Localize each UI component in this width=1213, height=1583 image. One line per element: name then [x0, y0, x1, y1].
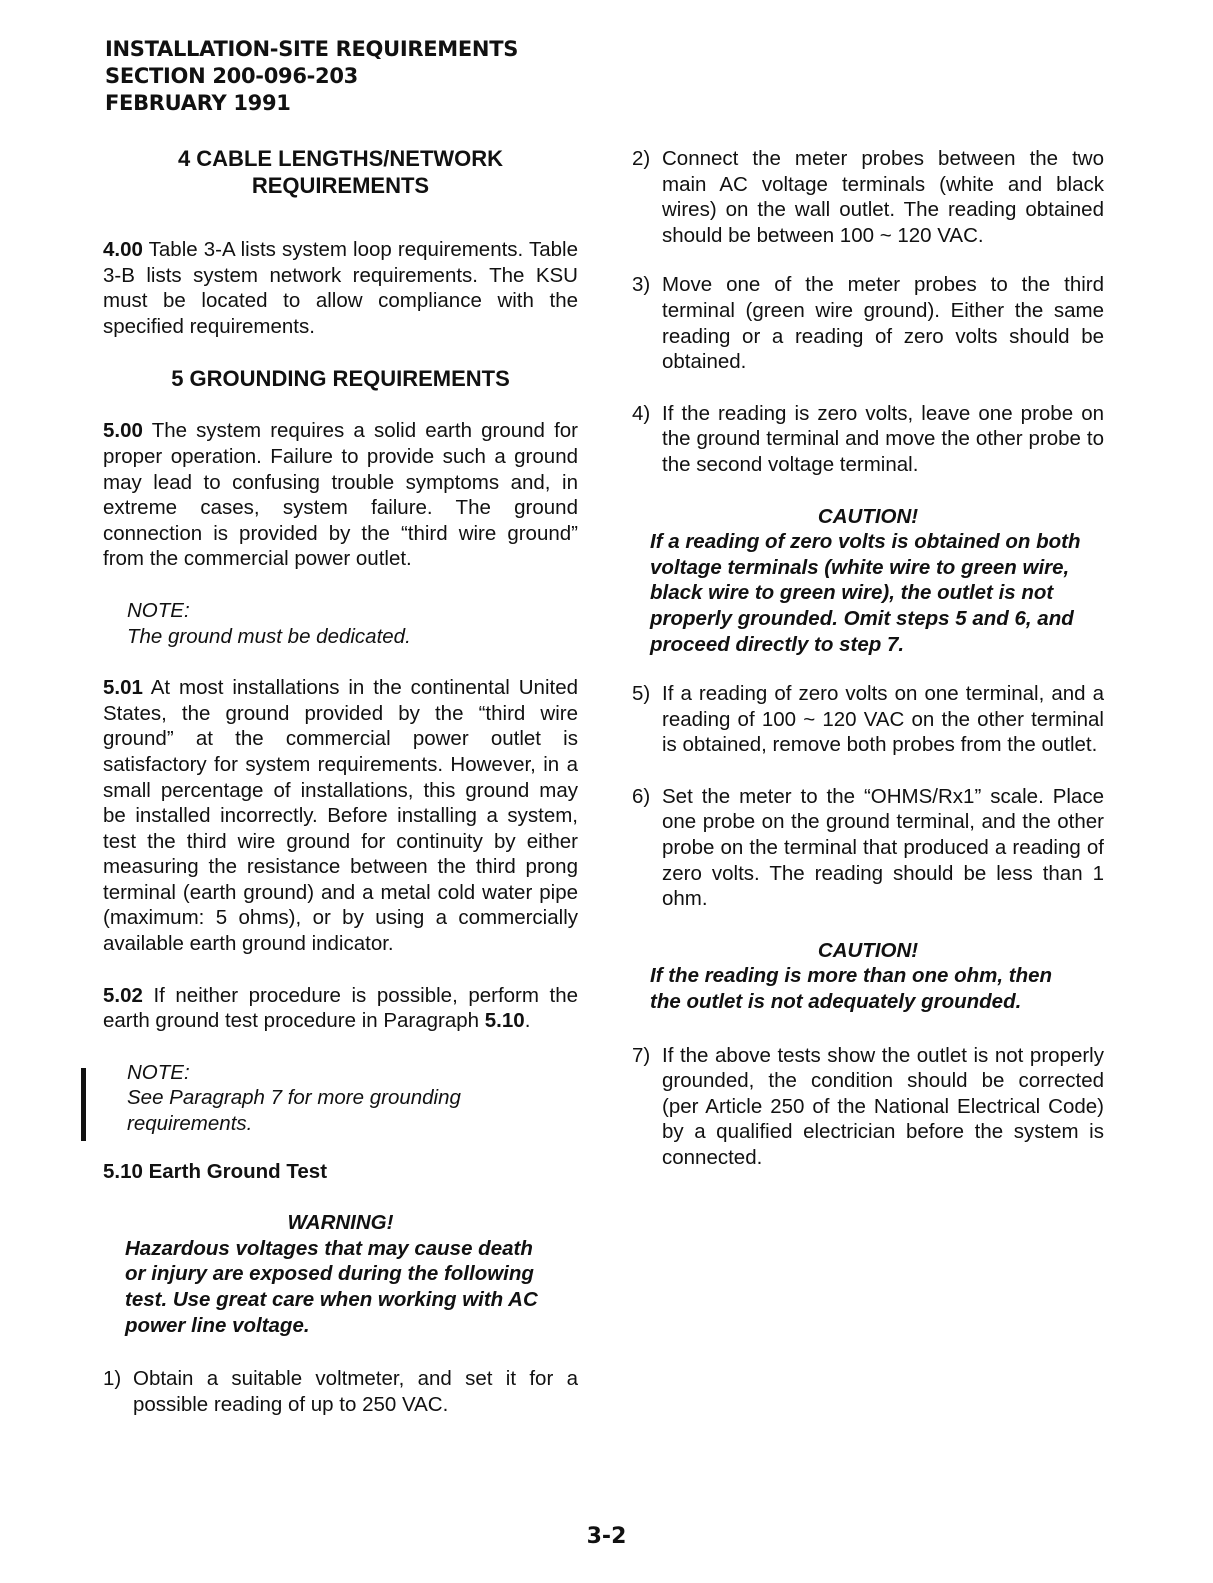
paragraph-text: If neither procedure is possible, perform the earth ground test procedure in Paragraph — [103, 983, 578, 1033]
paragraph-text: Table 3-A lists system loop requirements. Table 3-B lists system network requirements. The KSU must be located to allow compliance with the specified requirements. — [103, 238, 578, 338]
warning-title: WARNING! — [287, 1211, 394, 1235]
step-text: Set the meter to the “OHMS/Rx1” scale. Place one probe on the ground terminal, and the other probe on the terminal that produced a reading of zero volts. The reading should be less than 1 ohm. — [662, 784, 1104, 911]
step-7 — [632, 1043, 1104, 1171]
header-section: SECTION 200-096-203 — [105, 64, 358, 88]
caution-title-1: CAUTION! — [817, 504, 919, 528]
caution-title-2: CAUTION! — [817, 938, 919, 962]
warning-text: Hazardous voltages that may cause death or injury are exposed during the following test. Use great care when working with AC power line voltage. — [125, 1236, 538, 1337]
step-number: 5) — [632, 682, 651, 706]
subsection-5-10-title: 5.10 Earth Ground Test — [103, 1159, 328, 1183]
note-text: See Paragraph 7 for more grounding requirements. — [127, 1086, 461, 1136]
paragraph-reference: 5.10 — [484, 1009, 525, 1033]
header-date: FEBRUARY 1991 — [105, 91, 291, 115]
step-6 — [632, 784, 1104, 912]
note-text: The ground must be dedicated. — [127, 624, 411, 648]
caution-text-1: If a reading of zero volts is obtained on both voltage terminals (white wire to green wire, black wire to green wire), the outlet is not properly grounded. Omit steps 5 and 6, and proceed directly to step 7. — [650, 530, 1081, 656]
step-number: 7) — [632, 1043, 651, 1067]
paragraph-number: 4.00 — [103, 238, 143, 261]
step-text: If a reading of zero volts on one terminal, and a reading of 100 ~ 120 VAC on the other terminal is obtained, remove both probes from the outlet. — [662, 682, 1104, 757]
step-2 — [632, 146, 1104, 248]
header-title: INSTALLATION-SITE REQUIREMENTS — [105, 37, 519, 61]
caution-text-2: If the reading is more than one ohm, then the outlet is not adequately grounded. — [650, 964, 1053, 1014]
right-column — [632, 140, 1104, 1171]
note-ground-dedicated — [103, 598, 578, 649]
section-4-title-line2: REQUIREMENTS — [251, 173, 430, 198]
section-4-title — [103, 145, 578, 199]
section-5-title: 5 GROUNDING REQUIREMENTS — [171, 366, 510, 392]
step-text: Move one of the meter probes to the third terminal (green wire ground). Either the same reading or a reading of zero volts should be obtained. — [662, 273, 1104, 374]
paragraph-5-02: 5.02 If neither procedure is possible, perform the earth ground test procedure in Paragraph 5.10. — [103, 983, 578, 1033]
step-text: Obtain a suitable voltmeter, and set it for a possible reading of up to 250 VAC. — [133, 1367, 578, 1416]
paragraph-number: 5.00 — [103, 419, 143, 443]
paragraph-text: At most installations in the continental United States, the ground provided by the “third wire ground” at the commercial power outlet is satisfactory for system requirements. However, in a small percentage of installations, this ground may be installed incorrectly. Before installing a system, test the third wire ground for continuity by either measuring the resistance between the third prong terminal (earth ground) and a metal cold water pipe (maximum: 5 ohms), or by using a commercially available earth ground indicator. — [103, 676, 578, 956]
step-number: 1) — [103, 1367, 122, 1391]
step-text: If the above tests show the outlet is not properly grounded, the condition should be corrected (per Article 250 of the National Electrical Code) by a qualified electrician before the system is connected. — [662, 1043, 1104, 1169]
page-number: 3-2 — [586, 1524, 627, 1549]
note-see-paragraph-7 — [103, 1060, 578, 1137]
paragraph-4-00 — [103, 237, 578, 339]
step-number: 3) — [632, 273, 651, 297]
step-number: 2) — [632, 147, 651, 170]
change-bar — [81, 1068, 86, 1141]
paragraph-number: 5.02 — [103, 983, 143, 1007]
step-number: 6) — [632, 784, 651, 808]
section-4-title-line1: 4 CABLE LENGTHS/NETWORK — [177, 146, 504, 171]
step-text: If the reading is zero volts, leave one probe on the ground terminal and move the other probe to the second voltage terminal. — [662, 401, 1104, 476]
paragraph-5-00 — [103, 418, 578, 572]
paragraph-number: 5.01 — [103, 676, 143, 700]
page-header — [105, 36, 518, 117]
step-4 — [632, 401, 1104, 478]
paragraph-text: The system requires a solid earth ground for proper operation. Failure to provide such a ground may lead to confusing trouble symptoms and, in extreme cases, system failure. The ground connection is provided by the “third wire ground” from the commercial power outlet. — [103, 419, 578, 571]
step-3 — [632, 272, 1104, 374]
left-column — [103, 140, 578, 1417]
step-number: 4) — [632, 401, 651, 425]
step-text: Connect the meter probes between the two main AC voltage terminals (white and black wires) on the wall outlet. The reading obtained should be between 100 ~ 120 VAC. — [662, 147, 1104, 247]
step-1 — [103, 1366, 578, 1417]
note-label: NOTE: — [127, 1060, 190, 1084]
step-5 — [632, 681, 1104, 758]
paragraph-5-01 — [103, 675, 578, 957]
note-label: NOTE: — [127, 598, 190, 622]
